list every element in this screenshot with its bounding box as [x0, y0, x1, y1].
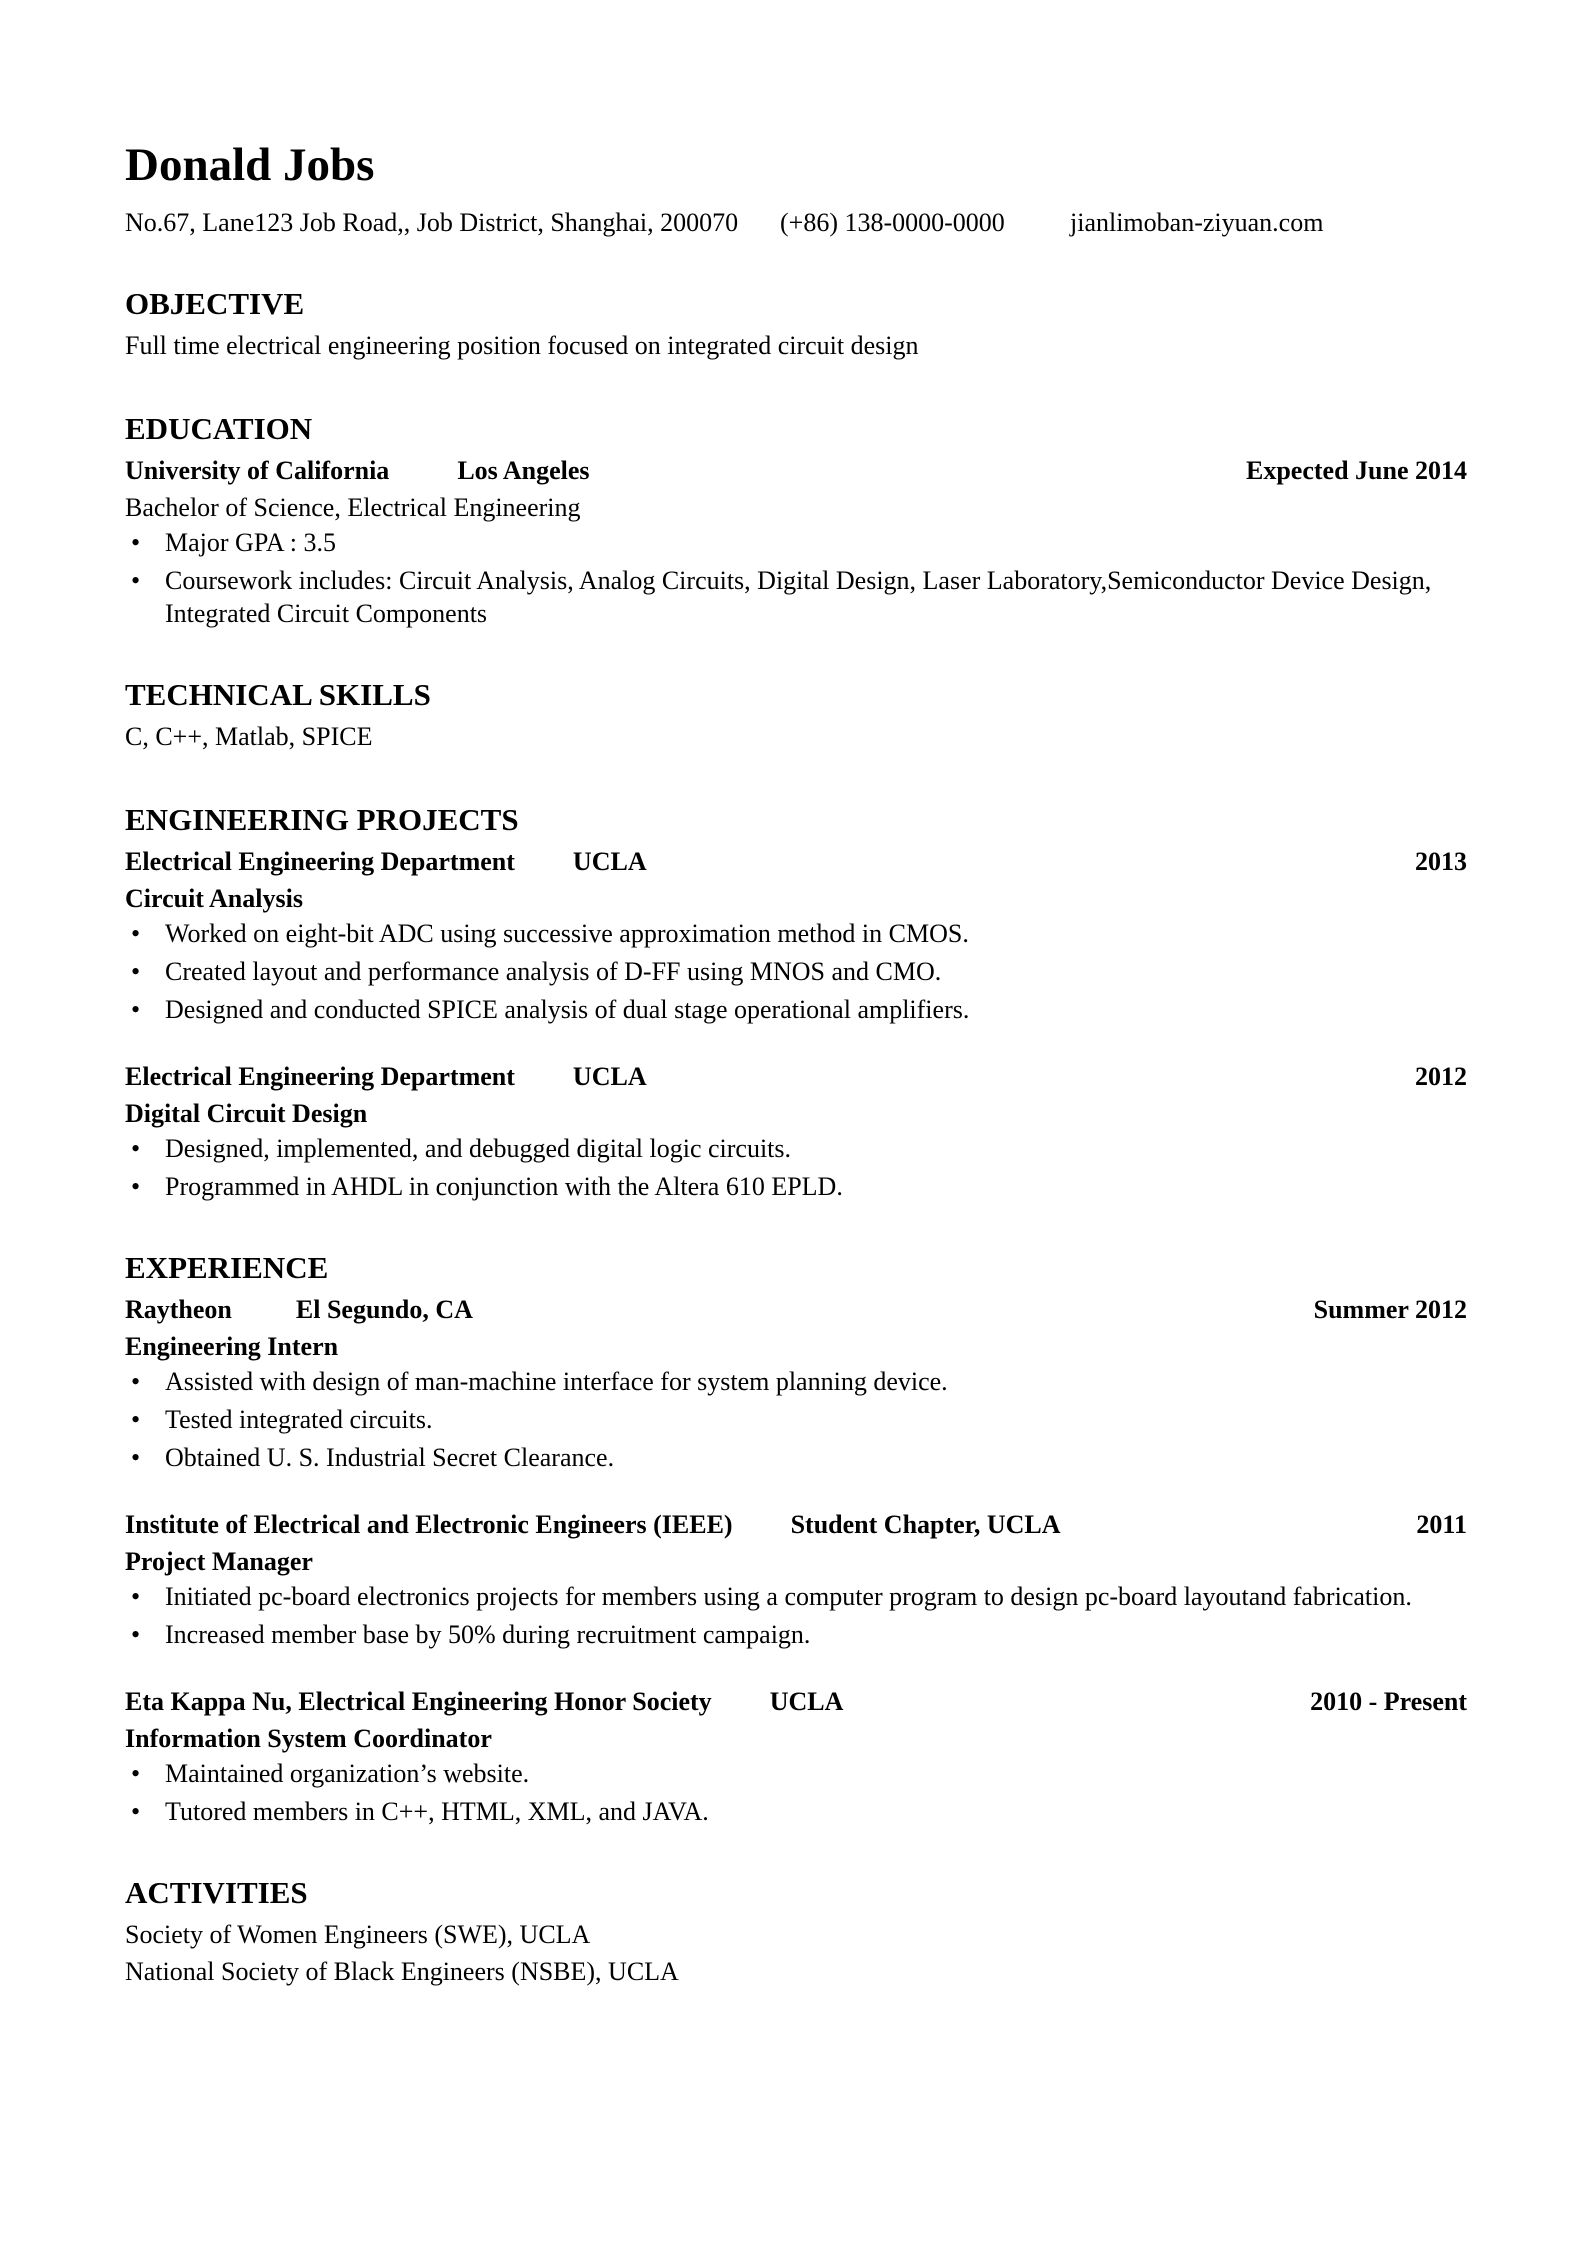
list-item: • Designed, implemented, and debugged digital logic circuits.: [131, 1133, 792, 1163]
contact-row: [125, 206, 1467, 239]
experience-section: [125, 1249, 1467, 1828]
entry-bullets: [125, 917, 1467, 1026]
entry-location: UCLA: [572, 1061, 647, 1091]
bullet-icon: •: [131, 1404, 141, 1434]
section-title: OBJECTIVE: [125, 285, 305, 321]
entry-date: 2011: [1416, 1509, 1467, 1539]
entry-role: Project Manager: [125, 1546, 313, 1576]
entry-org: Eta Kappa Nu, Electrical Engineering Honor Society: [125, 1686, 712, 1716]
bullet-icon: •: [131, 565, 141, 595]
activities-section: [125, 1874, 1467, 1990]
bullet-icon: •: [131, 1581, 141, 1611]
section-title: ACTIVITIES: [125, 1874, 308, 1910]
education-section: [125, 410, 1467, 630]
education-bullets: [125, 526, 1467, 630]
bullet-icon: •: [131, 918, 141, 948]
list-item: • Assisted with design of man-machine interface for system planning device.: [131, 1366, 948, 1396]
resume-page: [125, 140, 1467, 1990]
entry-head: [125, 1058, 1467, 1095]
list-item: • Designed and conducted SPICE analysis of dual stage operational amplifiers.: [131, 994, 970, 1024]
education-date: Expected June 2014: [1246, 455, 1467, 485]
entry-date: 2012: [1415, 1061, 1467, 1091]
entry-org: Electrical Engineering Department: [125, 1061, 515, 1091]
project-entry: [125, 1058, 1467, 1203]
entry-head: [125, 1291, 1467, 1328]
entry-location: UCLA: [769, 1686, 844, 1716]
contact-email: jianlimoban-ziyuan.com: [1070, 207, 1324, 237]
bullet-icon: •: [131, 1758, 141, 1788]
list-item: • Major GPA : 3.5: [131, 527, 336, 557]
school-location: Los Angeles: [457, 455, 590, 485]
experience-entry: [125, 1683, 1467, 1828]
skills-section: [125, 676, 1467, 755]
list-item: • Maintained organization’s website.: [131, 1758, 530, 1788]
list-item: • Worked on eight-bit ADC using successive approximation method in CMOS.: [131, 918, 969, 948]
bullet-icon: •: [131, 1366, 141, 1396]
candidate-name: Donald Jobs: [125, 139, 375, 191]
section-title: EXPERIENCE: [125, 1249, 329, 1285]
bullet-icon: •: [131, 994, 141, 1024]
project-entry: [125, 843, 1467, 1026]
entry-head: [125, 843, 1467, 880]
entry-date: 2013: [1415, 846, 1467, 876]
bullet-icon: •: [131, 1442, 141, 1472]
entry-role: Engineering Intern: [125, 1331, 339, 1361]
activity-item: Society of Women Engineers (SWE), UCLA: [125, 1919, 591, 1949]
list-item: • Tutored members in C++, HTML, XML, and JAVA.: [131, 1796, 709, 1826]
section-title: ENGINEERING PROJECTS: [125, 801, 519, 837]
degree: Bachelor of Science, Electrical Engineering: [125, 492, 581, 522]
entry-org: Electrical Engineering Department: [125, 846, 515, 876]
entry-bullets: [125, 1580, 1467, 1651]
activity-item: National Society of Black Engineers (NSBE), UCLA: [125, 1956, 679, 1986]
contact-phone: (+86) 138-0000-0000: [780, 207, 1005, 237]
entry-location: El Segundo, CA: [295, 1294, 473, 1324]
experience-entry: [125, 1291, 1467, 1474]
entry-date: Summer 2012: [1313, 1294, 1467, 1324]
list-item: • Initiated pc-board electronics projects for members using a computer program to design pc-board layoutand fabrication.: [131, 1581, 1412, 1611]
objective-text: Full time electrical engineering position focused on integrated circuit design: [125, 330, 919, 360]
entry-location: Student Chapter, UCLA: [790, 1509, 1061, 1539]
entry-location: UCLA: [572, 846, 647, 876]
entry-role: Digital Circuit Design: [125, 1098, 368, 1128]
entry-role: Information System Coordinator: [125, 1723, 492, 1753]
experience-entry: [125, 1506, 1467, 1651]
entry-head: [125, 1506, 1467, 1543]
list-item: • Created layout and performance analysis of D-FF using MNOS and CMO.: [131, 956, 942, 986]
list-item: • Coursework includes: Circuit Analysis, Analog Circuits, Digital Design, Laser Laboratory,Semiconductor Device Design, Integrated Circuit Components: [131, 565, 1432, 628]
education-head: [125, 452, 1467, 489]
entry-bullets: [125, 1757, 1467, 1828]
projects-section: [125, 801, 1467, 1203]
entry-org: Institute of Electrical and Electronic Engineers (IEEE): [125, 1509, 733, 1539]
entry-bullets: [125, 1132, 1467, 1203]
skills-text: C, C++, Matlab, SPICE: [125, 721, 373, 751]
list-item: • Increased member base by 50% during recruitment campaign.: [131, 1619, 811, 1649]
contact-address: No.67, Lane123 Job Road,, Job District, Shanghai, 200070: [125, 207, 739, 237]
entry-org: Raytheon: [125, 1294, 232, 1324]
school-name: University of California: [125, 455, 390, 485]
section-title: EDUCATION: [125, 410, 313, 446]
list-item: • Tested integrated circuits.: [131, 1404, 433, 1434]
bullet-icon: •: [131, 527, 141, 557]
bullet-icon: •: [131, 1133, 141, 1163]
bullet-icon: •: [131, 1171, 141, 1201]
list-item: • Programmed in AHDL in conjunction with the Altera 610 EPLD.: [131, 1171, 843, 1201]
bullet-icon: •: [131, 1796, 141, 1826]
section-title: TECHNICAL SKILLS: [125, 676, 431, 712]
entry-bullets: [125, 1365, 1467, 1474]
bullet-icon: •: [131, 1619, 141, 1649]
entry-head: [125, 1683, 1467, 1720]
objective-section: [125, 285, 1467, 364]
entry-role: Circuit Analysis: [125, 883, 303, 913]
list-item: • Obtained U. S. Industrial Secret Clearance.: [131, 1442, 615, 1472]
bullet-icon: •: [131, 956, 141, 986]
entry-date: 2010 - Present: [1310, 1686, 1467, 1716]
